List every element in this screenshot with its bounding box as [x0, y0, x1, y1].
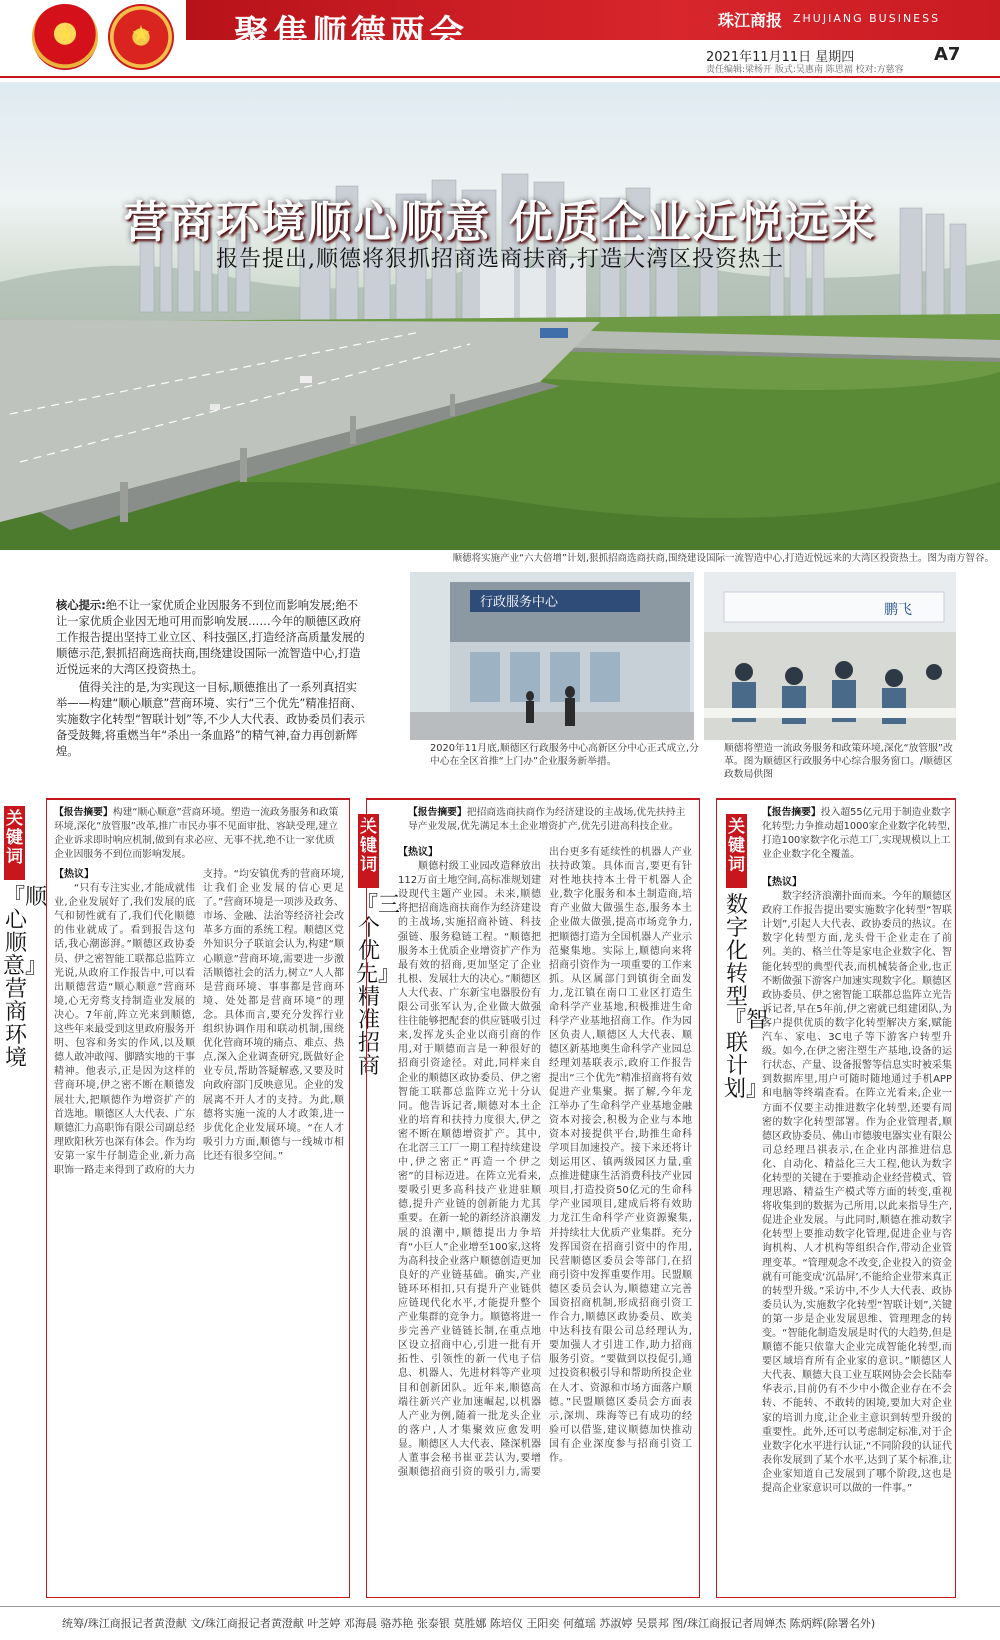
- column-2-abstract: [408, 806, 692, 834]
- keyword-title-1: 『顺心顺意』营商环境: [3, 885, 48, 1071]
- summary-paragraph-2: 值得关注的是,为实现这一目标,顺德推出了一系列真招实举——构建“顺心顺意”营商环境、实行“三个优先”精准招商、实施数字化转型“智联计划”等,不少人大代表、政协委员们表示备受鼓舞,将重燃当年“杀出一条血路”的精气神,奋力再创新辉煌。: [56, 681, 366, 758]
- column-1-abstract: [54, 806, 344, 862]
- core-summary: [56, 598, 368, 762]
- column-2-hot-label: 【热议】: [398, 847, 438, 858]
- summary-label: 核心提示:: [56, 599, 106, 612]
- column-2-body-text: 顺德村级工业园改造释放出112万亩土地空间,高标准规划建设现代主题产业园。未来,顺德将把招商选商扶商作为经济建设的主战场,实施招商补链、科技强链、服务稳链工程。“顺德把服务本土优质企业增资扩产作为最有效的招商,更加坚定了企业扎根、发展壮大的决心。”顺德区人大代表、广东新宝电器股份有限公司张军认为,企业做大做强往往能够把配套的供应链吸引过来,发挥龙头企业以商引商的作用,对于顺德而言是一种很好的招商引资途径。对此,同样来自企业的顺德区政协委员、伊之密智能工联都总监阵立光十分认同。他告诉记者,顺德对本土企业的培育和扶持力度很大,伊之密不断在顺德增资扩产。其中,在北滘三工厂一期工程持续建设中,伊之密正“再造一个伊之密”的目标迈进。在阵立光看来,要吸引更多高科技产业进驻顺德,提升产业链的创新能力尤其重要。在新一轮的新经济浪潮发展的浪潮中,顺德提出力争培育“小巨人”企业增至100家,这将为高科技企业落户顺德创造更加良好的产业链基础。确实,产业链环环相扣,只有提升产业链供应链现代化水平,才能提升整个产业集群的竞争力。顺德将进一步完善产业链链长制,在重点地区设立招商中心,引进一批有开拓性、引领性的新一代电子信息、机器人、先进材料等产业项目和创新团队。近年来,顺德高端往新兴产业加速崛起,以机器人产业为例,随着一批龙头企业的落户,人才集聚效应愈发明显。顺德区人大代表、隆深机器人董事会秘书崔亚芸认为,要增强顺德招商引资的吸引力,需要出台更多有延续性的机器人产业扶持政策。具体而言,要更有针对性地扶持本土骨干机器人企业,数字化服务和本土制造商,培育产业做大做强生态,服务本土企业做大做强,提高市场竞争力,把顺德打造为全国机器人产业示范聚集地。实际上,顺德向来将招商引资作为一项重要的工作来抓。从区属部门到镇街全面发力,龙江镇在南口工业区打造生命科学产业基地,积极推进生命科学产业基地招商工作。作为园区负责人,顺德区人大代表、顺德区新基地奥生命科学产业园总经理刘基联表示,政府工作报告提出“三个优先”精准招商将有效促进产业集聚。据了解,今年龙江举办了生命科学产业基地金融资本对接会,积极为企业与本地资本对接提供平台,助推生命科学项目加速投产。接下来还将计划运用区、镇两级园区力量,重点推进健康生活消费科技产业园项目,打造投资50亿元的生命科学产业园项目,建成后将有效助力龙江生命科学产业资源聚集,并持续壮大优质产业集群。充分发挥国资在招商引资中的作用,民营顺德区委员会等部门,在招商引资中发挥重要作用。民盟顺德区委员会认为,顺德建立完善国资招商机制,形成招商引资工作合力,顺德区政协委员、欧美中达科技有限公司总经理认为,要加强人才引进工作,助力招商服务引资。“要做到以投促引,通过投资积极引导和帮助所投企业在人才、资源和市场方面落户顺德。”民盟顺德区委员会方面表示,深圳、珠海等已有成功的经验可以借鉴,建议顺德加快推动国有企业深度参与招商引资工作。: [398, 847, 692, 1479]
- service-window-illustration: [704, 572, 956, 740]
- column-1-abstract-text: 构建“顺心顺意”营商环境。塑造一流政务服务和政策环境,深化“放管服”改革,推广市民办事不见面审批、容缺受理,建立企业诉求即时响应机制,做到有求必应、无事不扰,绝不让一家优质企业因服务不到位而影响发展。: [54, 807, 339, 860]
- service-center-illustration: [410, 572, 694, 740]
- headline: 营商环境顺心顺意 优质企业近悦远来: [123, 197, 877, 248]
- newspaper-name-en: ZHUJIANG BUSINESS: [793, 12, 941, 25]
- hero-caption: 顺德将实施产业“六大倍增”计划,狠抓招商选商扶商,围绕建设国际一流智造中心,打造近悦远来的大湾区投资热土。图为南方智谷。: [452, 553, 994, 564]
- hero-photo-illustration: [0, 82, 1000, 550]
- bylines: 统筹/珠江商报记者黄澄献 文/珠江商报记者黄澄献 叶芝婷 邓海晨 骆苏艳 张泰银 莫胜娜 陈培仪 王阳奕 何蕴瑶 苏淑婷 吴景邦 图/珠江商报记者周婵杰 陈炳辉(除署名外): [0, 1606, 1000, 1636]
- hero-photo: [0, 82, 1000, 550]
- column-3-abstract: [762, 806, 952, 862]
- keyword-title-3: 数字化转型『智联计划』: [724, 893, 769, 1102]
- summary-paragraph-1: 绝不让一家优质企业因服务不到位而影响发展;绝不让一家优质企业因无地可用而影响发展……今年的顺德区政府工作报告提出坚持工业立区、科技强区,打造经济高质量发展的顺德示范,狠抓招商选商扶商,围绕建设国际一流智造中心,打造近悦远来的大湾区投资热土。: [56, 599, 365, 676]
- keyword-badge-2: 关键词: [358, 814, 379, 888]
- newspaper-name: 珠江商报: [718, 11, 783, 30]
- column-2-abstract-label: 【报告摘要】: [408, 807, 467, 818]
- service-window-photo: [704, 572, 956, 740]
- column-3-body-text: 数字经济浪潮扑面而来。今年的顺德区政府工作报告提出要实施数字化转型“智联计划”,引起人大代表、政协委员的热议。在数字化转型方面,龙头骨干企业走在了前列。美的、格兰仕等是家电企业数字化、智能化转型的典型代表,而机械装备企业,也正不断做强下游客户加速实现数字化。顺德区政协委员、伊之密智能工联都总监阵立光告诉记者,早在5年前,伊之密就已组建团队,为客户提供优质的数字化转型解决方案,赋能汽车、家电、3C电子等下游客户转型升级。如今,在伊之密注塑生产基地,设备的运行状态、产量、设备报警等信息实时被采集到数据库里,用户可随时随地通过手机APP和电脑等终端查看。在阵立光看来,企业一方面不仅要主动推进数字化转型,还要有周密的数字化转型部署。作为企业管理者,顺德区政协委员、佛山市德骏电器实业有限公司总经理吕祺表示,在企业内部推进信息化、自动化、精益化三大工程,他认为数字化转型的关键在于要推动企业经营模式、管理思路、精益生产模式等方面的转变,重视将收集到的数据为己所用,以此来指导生产,促进企业发展。与此同时,顺德在推动数字化转型上要推动数字化管理,促进企业与咨询机构、人才机构等组织合作,带动企业管理变革。“管理观念不改变,企业投入的资金就有可能变成‘沉晶屏’,不能给企业带来真正的转型升级。”采访中,不少人大代表、政协委员认为,实施数字化转型“智联计划”,关键的第一步是企业发展思维、管理理念的转变。“智能化制造发展是时代的大趋势,但是顺德不能只依靠大企业完成智能化转型,而要区域培育所有企业家的意识。”顺德区人大代表、顺德大良工业互联网协会会长陆奉华表示,目前仍有不少中小微企业存在不会转、不能转、不敢转的困境,要加大对企业家的培训力度,让企业主意识到转型升级的重要性。此外,还可以考虑制定标准,对于企业数字化水平进行认证,“不同阶段的认证代表你发展到了某个水平,达到了某个标准,让企业家知道自己发展到了哪个阶段,这也是提高企业家意识可以做的一件事。”: [762, 891, 952, 1495]
- service-center-photo: [410, 572, 694, 740]
- editor-credits: 责任编辑:梁杨开 版式:吴惠南 陈思福 校对:方慈容: [706, 65, 904, 75]
- service-window-caption: 顺德将塑造一流政务服务和政策环境,深化“放管服”改革。图为顺德区行政服务中心综合服务窗口。/顺德区政数局供图: [724, 743, 953, 780]
- column-2-abstract-text: 把招商选商扶商作为经济建设的主战场,优先扶持主导产业发展,优先满足本土企业增资扩产,优先引进高科技企业。: [408, 807, 686, 832]
- masthead: [0, 0, 1000, 78]
- column-1-abstract-label: 【报告摘要】: [54, 807, 113, 818]
- page-number: A7: [934, 44, 961, 65]
- keyword-badge-3: 关键词: [726, 814, 747, 888]
- service-center-caption: 2020年11月底,顺德区行政服务中心高新区分中心正式成立,分中心在全区首推“上门办”企业服务新举措。: [430, 743, 699, 767]
- section-title: 聚焦顺德两会: [234, 13, 469, 54]
- issue-date: 2021年11月11日 星期四: [706, 50, 855, 65]
- column-3-body: [762, 876, 952, 1594]
- column-1-body: [54, 868, 344, 1594]
- column-1-hot-label: 【热议】: [54, 869, 94, 880]
- service-center-sign: 行政服务中心: [480, 595, 559, 610]
- column-3-hot-label: 【热议】: [762, 877, 802, 888]
- service-window-sign: 鹏飞: [884, 602, 912, 618]
- column-3-abstract-label: 【报告摘要】: [762, 807, 821, 818]
- national-emblem-icon: [32, 4, 98, 70]
- column-3-abstract-text: 投入超55亿元用于制造业数字化转型;力争推动超1000家企业数字化转型,打造100家数字化示范工厂,实现规模以上工业企业数字化全覆盖。: [762, 807, 951, 860]
- emblems: [4, 0, 214, 72]
- column-1-body-text: “只有专注实业,才能成就伟业,企业发展好了,我们发展的底气和韧性就有了,我们代化顺德的伟业就成了。看到报告这句话,我心潮澎湃。”顺德区政协委员、伊之密智能工联都总监阵立光说,从政府工作报告中,可以看出顺德营造“顺心顺意”营商环境,心无旁骛支持制造业发展的决心。7年前,阵立光来到顺德,这些年来最受到这里政府服务开明、包容和务实的作风,以及顺德人敢冲敢闯、脚踏实地的干事精神。他表示,正是因为这样的营商环境,伊之密不断在顺德发展壮大,把顺德作为增资扩产的首选地。顺德区人大代表、广东顺德汇力高职饰有限公司副总经理欧阳秋芳也深有体会。作为均安第一家牛仔制造企业,新力高职饰一路走来得到了政府的大力支持。“均安镇优秀的营商环境,让我们企业发展的信心更足了。”营商环境是一项涉及政务、市场、金融、法治等经济社会改革多方面的系统工程。顺德区党外知识分子联谊会认为,构建“顺心顺意”营商环境,需要进一步激活顺德社会的活力,树立“人人都是营商环境、事事都是营商环境、处处都是营商环境”的理念。具体而言,要充分发挥行业组织协调作用和联动机制,围绕优化营商环境的痛点、难点、热点,深入企业调查研究,既做好企业专员,帮助答疑解惑,又要及时向政府部门反映意见。企业的发展离不开人才的支持。为此,顺德将实施一流的人才政策,进一步优化企业发展环境。“在人才吸引力方面,顺德与一线城市相比还有很多空间。”: [54, 869, 344, 1176]
- subheadline: 报告提出,顺德将狠抓招商选商扶商,打造大湾区投资热土: [216, 247, 784, 272]
- keyword-badge-1: 关键词: [4, 806, 25, 880]
- column-2-body: [398, 846, 692, 1594]
- keyword-title-2: 『三个优先』精准招商: [356, 893, 401, 1079]
- cppcc-emblem-icon: [108, 4, 174, 70]
